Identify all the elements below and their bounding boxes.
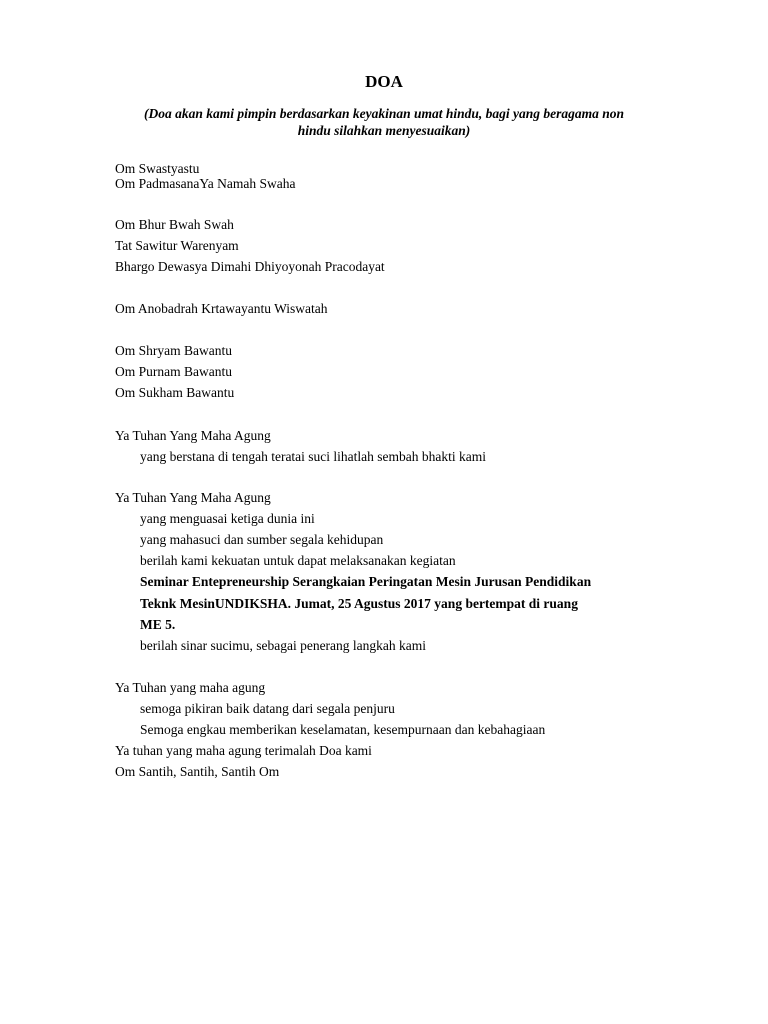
- prayer-line: Om Bhur Bwah Swah: [115, 217, 234, 232]
- prayer-line: Ya Tuhan Yang Maha Agung: [115, 428, 271, 443]
- prayer-line: semoga pikiran baik datang dari segala penjuru: [140, 701, 395, 716]
- prayer-line: Ya tuhan yang maha agung terimalah Doa kami: [115, 743, 372, 758]
- prayer-line: Tat Sawitur Warenyam: [115, 238, 239, 253]
- prayer-line: Om Shryam Bawantu: [115, 343, 232, 358]
- event-line: Seminar Entepreneurship Serangkaian Peringatan Mesin Jurusan Pendidikan: [140, 574, 592, 589]
- prayer-line: Semoga engkau memberikan keselamatan, kesempurnaan dan kebahagiaan: [140, 722, 546, 737]
- subtitle-line-1: (Doa akan kami pimpin berdasarkan keyakinan umat hindu, bagi yang beragama non: [143, 106, 625, 121]
- prayer-line: yang menguasai ketiga dunia ini: [140, 511, 315, 526]
- prayer-line: Om PadmasanaYa Namah Swaha: [115, 176, 296, 191]
- prayer-line: Bhargo Dewasya Dimahi Dhiyoyonah Pracodayat: [115, 259, 385, 274]
- closing-line: Om Santih, Santih, Santih Om: [115, 764, 280, 779]
- subtitle-line-2: hindu silahkan menyesuaikan): [297, 123, 471, 138]
- prayer-line: berilah sinar sucimu, sebagai penerang langkah kami: [140, 638, 427, 653]
- prayer-line: Ya Tuhan yang maha agung: [115, 680, 266, 695]
- prayer-line: Om Purnam Bawantu: [115, 364, 232, 379]
- prayer-line: Om Swastyastu: [115, 161, 200, 176]
- prayer-line: Om Anobadrah Krtawayantu Wiswatah: [115, 301, 328, 316]
- prayer-line: Om Sukham Bawantu: [115, 385, 235, 400]
- document-title: DOA: [365, 72, 403, 91]
- prayer-line: berilah kami kekuatan untuk dapat melaksanakan kegiatan: [140, 553, 456, 568]
- prayer-line: Ya Tuhan Yang Maha Agung: [115, 490, 271, 505]
- prayer-line: yang berstana di tengah teratai suci lihatlah sembah bhakti kami: [140, 449, 487, 464]
- event-line: ME 5.: [140, 617, 176, 632]
- event-line: Teknk MesinUNDIKSHA. Jumat, 25 Agustus 2017 yang bertempat di ruang: [140, 596, 578, 611]
- prayer-line: yang mahasuci dan sumber segala kehidupan: [140, 532, 384, 547]
